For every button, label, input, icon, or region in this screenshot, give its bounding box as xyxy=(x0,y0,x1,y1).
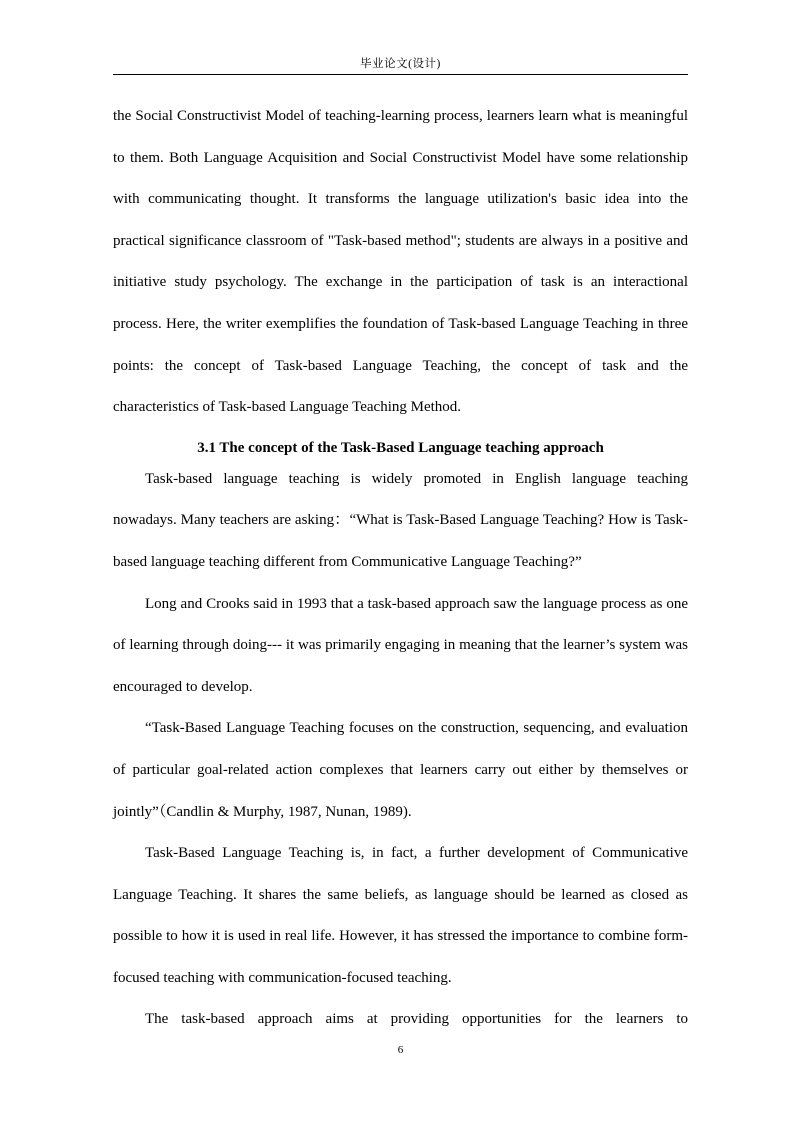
running-header: 毕业论文(设计) xyxy=(360,58,441,70)
paragraph: “Task-Based Language Teaching focuses on the construction, sequencing, and evaluation of particular goal-related action complexes that learners carry out either by themselves or jointly”（Candlin & Murphy, 1987, Nunan, 1989). xyxy=(113,720,688,820)
page-number: 6 xyxy=(397,1044,404,1056)
section-heading: 3.1 The concept of the Task-Based Language teaching approach xyxy=(197,439,604,456)
paragraph: Long and Crooks said in 1993 that a task-based approach saw the language process as one of learning through doing--- it was primarily engaging in meaning that the learner’s system was encouraged to develop. xyxy=(113,595,688,695)
paragraph-continuation: the Social Constructivist Model of teaching-learning process, learners learn what is meaningful to them. Both Language Acquisition and Social Constructivist Model have some relationship with communicating thought. It transforms the language utilization's basic idea into the practical significance classroom of "Task-based method"; students are always in a positive and initiative study psychology. The exchange in the participation of task is an interactional process. Here, the writer exemplifies the foundation of Task-based Language Teaching in three points: the concept of Task-based Language Teaching, the concept of task and the characteristics of Task-based Language Teaching Method. xyxy=(113,108,688,416)
body-text xyxy=(113,96,688,1041)
paragraph: Task-based language teaching is widely promoted in English language teaching nowadays. Many teachers are asking：“What is Task-Based Language Teaching? How is Task-based language teaching different from Communicative Language Teaching?” xyxy=(113,470,688,570)
paragraph-partial: The task-based approach aims at providing opportunities for the learners to xyxy=(145,1011,688,1028)
header-rule xyxy=(113,74,688,75)
paragraph: Task-Based Language Teaching is, in fact, a further development of Communicative Language Teaching. It shares the same beliefs, as language should be learned as closed as possible to how it is used in real life. However, it has stressed the importance to combine form-focused teaching with communication-focused teaching. xyxy=(113,845,688,986)
